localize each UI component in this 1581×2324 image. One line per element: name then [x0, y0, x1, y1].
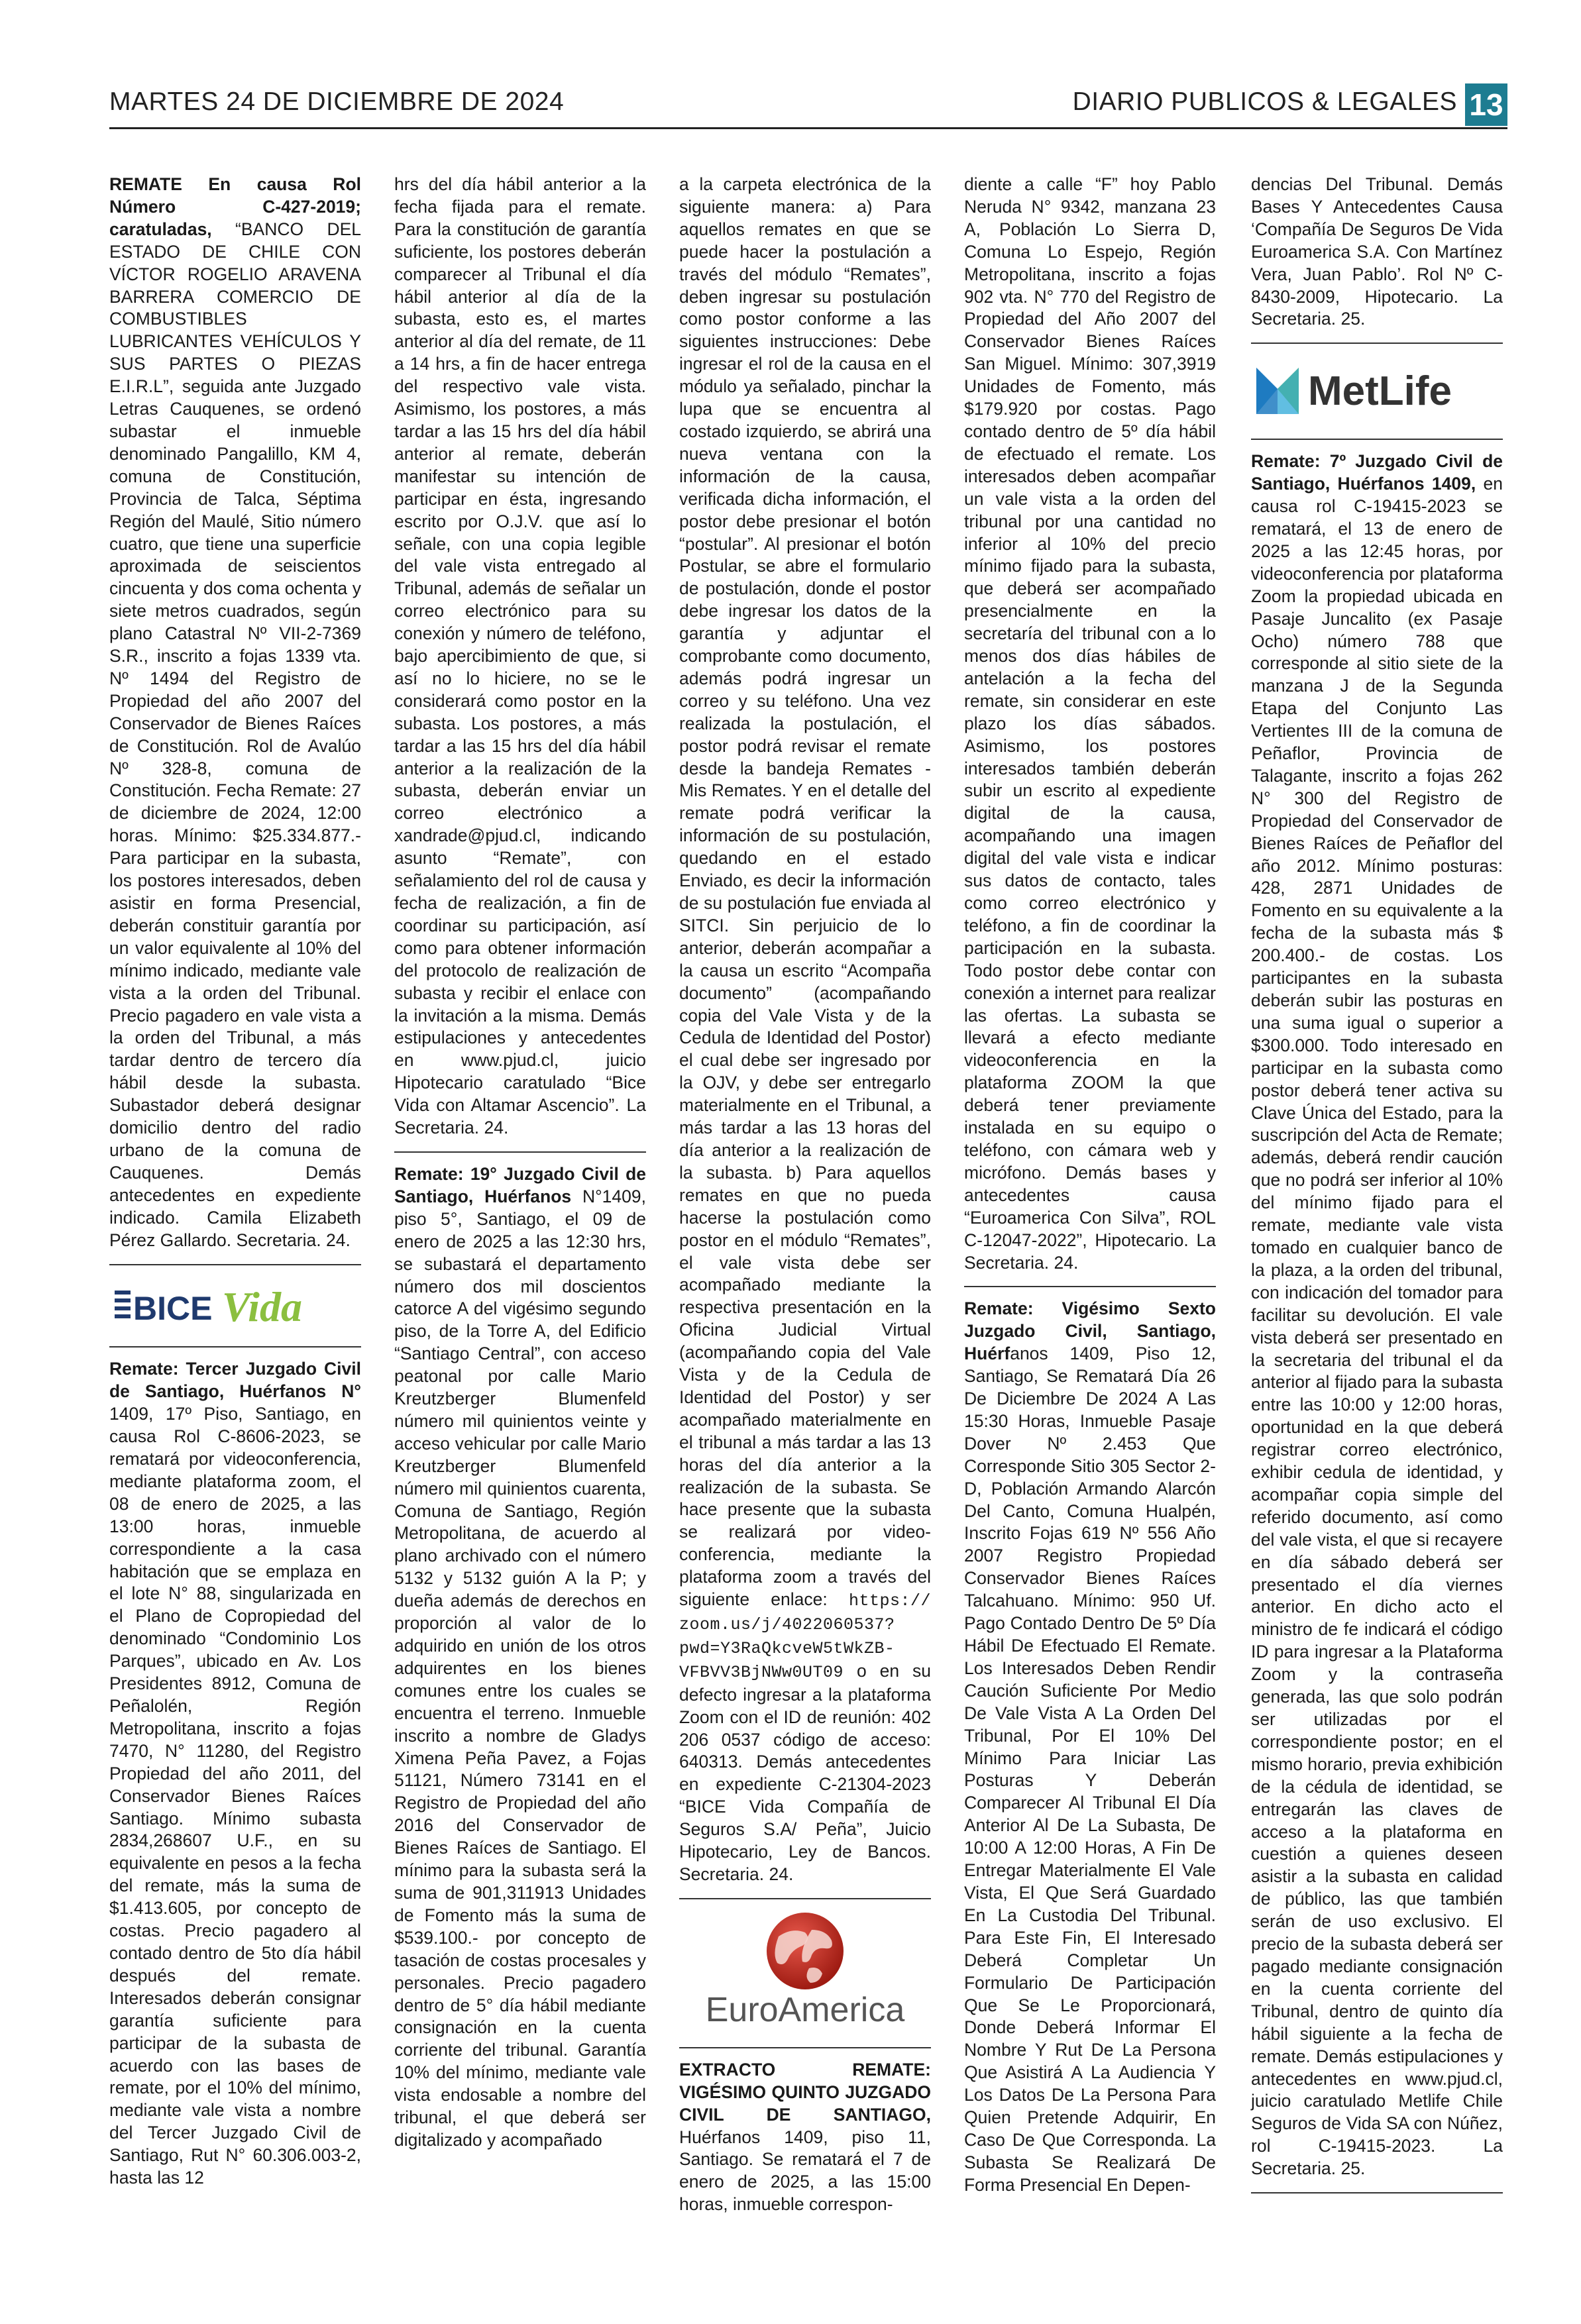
notice-divider	[1251, 343, 1503, 344]
notice-body: a la carpeta electrónica de la siguiente manera: a) Para aquellos remates en que se puede hacer la postulación a través del módulo “Remates”, deben ingresar su postulación como postor conforme a las siguientes instrucciones: Debe ingresar el rol de la causa en el módulo ya señalado, pinchar la lupa que se encuentra al costado izquierdo, se abrirá una nueva ventana con la información de la causa, verificada dicha información, el postor debe presionar el botón “postular”. Al presionar el botón Postular, se abre el formulario de postulación, donde el postor debe ingresar los datos de la garantía y adjuntar el comprobante como documento, además podrá ingresar un correo y su teléfono. Una vez realizada la postulación, el postor podrá revisar el remate desde la bandeja Remates - Mis Remates. Y en el detalle del remate podrá verificar la información de su postulación, quedando en el estado Enviado, es decir la información de su postulación fue enviada al SITCI. Sin perjuicio de lo anterior, deberán acompañar a la causa un escrito “Acompaña documento” (acompañando copia del Vale Vista y de la Cedula de Identidad del Postor) el cual debe ser ingresado por la OJV, y debe ser entregarlo materialmente en el Tribunal, a más tardar a las 13 horas del día anterior a la realización de la subasta. b) Para aquellos remates en que no pueda hacerse la postulación como postor en el módulo “Remates”, el vale vista debe ser acompañado mediante la respectiva presentación en la Oficina Judicial Virtual (acompañando copia del Vale Vista y de la Cedula de Identidad del Postor) y ser acompañado materialmente en el tribunal a más tardar a las 13 horas del día anterior a la realización de la subasta. Se hace presente que la subasta se realizará por video- conferencia, mediante la plataforma zoom a través del siguiente enlace:	[679, 174, 931, 1610]
notice-remate-tercer-juzgado	[109, 1358, 361, 2190]
publication-name: DIARIO PUBLICOS & LEGALES	[1072, 87, 1457, 116]
svg-text:Vida: Vida	[222, 1283, 302, 1329]
page-header	[109, 83, 1507, 127]
notice-body: “BANCO DEL ESTADO DE CHILE CON VÍCTOR ROGELIO ARAVENA BARRERA COMERCIO DE COMBUSTIBLES LUBRICANTES VEHÍCULOS Y SUS PARTES O PIEZAS E.I.R.L”, seguida ante Juzgado Letras Cauquenes, se ordenó subastar el inmueble denominado Pangalillo, KM 4, comuna de Constitución, Provincia de Talca, Séptima Región del Maulé, Sitio número cuatro, que tiene una superficie aproximada de seiscientos cincuenta y dos coma ochenta y siete metros cuadrados, según plano Catastral Nº VII-2-7369 S.R., inscrito a fojas 1339 vta. Nº 1494 del Registro de Propiedad del año 2007 del Conservador de Bienes Raíces de Constitución. Rol de Avalúo Nº 328-8, comuna de Constitución. Fecha Remate: 27 de diciembre de 2024, 12:00 horas. Mínimo: $25.334.877.- Para participar en la subasta, los postores interesados, deben asistir en forma Presencial, deberán constituir garantía por un valor equivalente al 10% del mínimo indicado, mediante vale vista a la orden del Tribunal. Precio pagadero en vale vista a la orden del Tribunal, a más tardar dentro de tercero día hábil desde la subasta. Subastador deberá designar domicilio dentro del radio urbano de la comuna de Cauquenes. Demás antecedentes en expediente indicado. Camila Elizabeth Pérez Gallardo. Secretaria. 24.	[109, 219, 361, 1250]
bice-vida-logo-image	[109, 1276, 361, 1329]
euroamerica-logo	[679, 1910, 931, 2035]
column-3	[679, 174, 931, 2216]
notice-body: 1409, 17º Piso, Santiago, en causa Rol C-8606-2023, se rematará por videoconferencia, mediante plataforma zoom, el 08 de enero de 2025, a las 13:00 horas, inmueble correspondiente a la casa habitación que se emplaza en el lote N° 88, singularizada en el Plano de Copropiedad del denominado “Condominio Los Parques”, ubicado en Av. Los Presidentes 8912, Comuna de Peñalolén, Región Metropolitana, inscrito a fojas 7470, N° 11280, del Registro Propiedad del año 2011, del Conservador Bienes Raíces Santiago. Mínimo subasta 2834,268607 U.F., en su equivalente en pesos a la fecha del remate, más la suma de $1.413.605, por concepto de costas. Precio pagadero al contado dentro de 5to día hábil después del remate. Interesados deberán consignar garantía suficiente para participar de la subasta de acuerdo con las bases de remate, por el 10% del mínimo, mediante vale vista a nombre del Tercer Juzgado Civil de Santiago, Rut N° 60.306.003-2, hasta las 12	[109, 1404, 361, 2188]
euroamerica-logo-image	[679, 1910, 931, 2029]
bice-vida-logo	[109, 1276, 361, 1335]
notice-remate-7-juzgado	[1251, 450, 1503, 2180]
column-5	[1251, 174, 1503, 2204]
header-rule	[109, 127, 1507, 129]
notice-continuation	[1251, 174, 1503, 331]
column-1	[109, 174, 361, 2190]
notice-lead: Remate: Vigésimo Sexto Juzgado Civil, Santiago, Huérf	[964, 1298, 1216, 1364]
notice-divider	[394, 1151, 646, 1153]
notice-divider	[964, 1286, 1216, 1287]
notice-lead: Remate: 19° Juzgado Civil de Santiago, Huérfanos	[394, 1163, 646, 1206]
notice-body: en causa rol C-19415-2023 se rematará, el 13 de enero de 2025 a las 12:45 horas, por videoconferencia por plataforma Zoom la propiedad ubicada en Pasaje Juncalito (ex Pasaje Ocho) número 788 que corresponde al sitio siete de la manzana J de la Segunda Etapa del Conjunto Las Vertientes III de la comuna de Peñaflor, Provincia de Talagante, inscrito a fojas 262 N° 300 del Registro de Propiedad del Conservador de Bienes Raíces de Peñaflor del año 2012. Mínimo posturas: 428, 2871 Unidades de Fomento en su equivalente a la fecha de la subasta más $ 200.400.- de costas. Los participantes en la subasta deberán subir las posturas en una suma igual o superior a $300.000. Todo interesado en participar en la subasta como postor deberá tener activa su Clave Única del Estado, para la suscripción del Acta de Remate; además, deberá rendir caución que no podrá ser inferior al 10% del mínimo fijado para el remate, mediante vale vista tomado en cualquier banco de la plaza, a la orden del tribunal, con indicación del tomador para facilitar su devolución. El vale vista deberá ser presentado en la secretaria del tribunal el da anterior al fijado para la subasta entre las 10:00 y 12:00 horas, oportunidad en la que deberá registrar correo electrónico, exhibir cedula de identidad, y acompañar copia simple del referido documento, así como del vale vista, el que si recayere en día sábado deberá ser presentado el día viernes anterior. En dicho acto el ministro de fe indicará el código ID para ingresar a la Plataforma Zoom y la contraseña generada, las que solo podrán ser utilizadas por el correspondiente postor; en el mismo horario, previa exhibición de la cédula de identidad, se entregarán las claves de acceso a la plataforma en cuestión a quienes deseen asistir a la subasta en calidad de público, las que también serán de uso exclusivo. El precio de la subasta deberá ser pagado mediante consignación en la cuenta corriente del Tribunal, dentro de quinto día hábil siguiente a la fecha de remate. Demás estipulaciones y antecedentes en www.pjud.cl, juicio caratulado Metlife Chile Seguros de Vida SA con Núñez, rol C-19415-2023. La Secretaria. 25.	[1251, 474, 1503, 2179]
notice-continuation	[394, 174, 646, 1139]
notice-remate-vigesimo-sexto	[964, 1298, 1216, 2196]
svg-text:MetLife: MetLife	[1308, 368, 1452, 415]
notice-body: dencias Del Tribunal. Demás Bases Y Antecedentes Causa ‘Compañía De Seguros De Vida Euroamerica S.A. Con Martínez Vera, Juan Pablo’. Rol Nº C-8430-2009, Hipotecario. La Secretaria. 25.	[1251, 174, 1503, 329]
metlife-logo	[1251, 354, 1503, 427]
notice-body: Huérfanos 1409, piso 11, Santiago. Se rematará el 7 de enero de 2025, a las 15:00 horas, inmueble correspon-	[679, 2127, 931, 2215]
notice-divider	[1251, 2192, 1503, 2193]
notice-remate-c427	[109, 174, 361, 1252]
notice-continuation	[679, 174, 931, 1886]
notice-divider	[109, 1346, 361, 1347]
svg-text:BICE: BICE	[133, 1289, 213, 1327]
metlife-logo-image	[1251, 354, 1503, 421]
notice-lead: Remate: Tercer Juzgado Civil de Santiago, Huérfanos N°	[109, 1359, 361, 1402]
notice-body: anos 1409, Piso 12, Santiago, Se Rematará Día 26 De Diciembre De 2024 A Las 15:30 Horas, Inmueble Pasaje Dover Nº 2.453 Que Corresponde Sitio 305 Sector 2-D, Población Armando Alarcón Del Canto, Comuna Hualpén, Inscrito Fojas 619 Nº 556 Año 2007 Registro Propiedad Conservador Bienes Raíces Talcahuano. Mínimo: 950 Uf. Pago Contado Dentro De 5º Día Hábil De Efectuado El Remate. Los Interesados Deben Rendir Caución Suficiente Por Medio De Vale Vista A La Orden Del Tribunal, Por El 10% Del Mínimo Para Iniciar Las Posturas Y Deberán Comparecer Al Tribunal El Día Anterior Al De La Subasta, De 10:00 A 12:00 Horas, A Fin De Entregar Materialmente El Vale Vista, El Que Será Guardado En La Custodia Del Tribunal. Para Este Fin, El Interesado Deberá Completar Un Formulario De Participación Que Se Le Proporcionará, Donde Deberá Informar El Nombre Y Rut De La Persona Que Asistirá A La Audiencia Y Los Datos De La Persona Para Quien Pretende Adquirir, En Caso De Que Corresponda. La Subasta Se Realizará De Forma Presencial En Depen-	[964, 1344, 1216, 2195]
notice-remate-19-juzgado	[394, 1163, 646, 2152]
notice-divider	[1251, 439, 1503, 440]
notice-extracto-remate	[679, 2059, 931, 2216]
notice-body: o en su defecto ingresar a la plataforma Zoom con el ID de reunión: 402 206 0537 código de acceso: 640313. Demás antecedentes en expediente C-21304-2023 “BICE Vida Compañía de Seguros S.A/ Peña”, Juicio Hipotecario, Ley de Bancos. Secretaria. 24.	[679, 1660, 931, 1884]
notice-body: N°1409, piso 5°, Santiago, el 09 de enero de 2025 a las 12:30 hrs, se subastará el departamento número dos mil doscientos catorce A del vigésimo segundo piso, de la Torre A, del Edificio “Santiago Central”, con acceso peatonal por calle Mario Kreutzberger Blumenfeld número mil quinientos veinte y acceso vehicular por calle Mario Kreutzberger Blumenfeld número mil quinientos cuarenta, Comuna de Santiago, Región Metropolitana, de acuerdo al plano archivado con el número 5132 y 5132 guión A la P; y dueña además de derechos en proporción al valor de lo adquirido en unión de los otros adquirentes en los bienes comunes entre los cuales se encuentra el terreno. Inmueble inscrito a nombre de Gladys Ximena Peña Pavez, a Fojas 51121, Número 73141 en el Registro de Propiedad del año 2016 del Conservador de Bienes Raíces de Santiago. El mínimo para la subasta será la suma de 901,311913 Unidades de Fomento más la suma de $539.100.- por concepto de tasación de costas procesales y personales. Precio pagadero dentro de 5° día hábil mediante consignación en la cuenta corriente del tribunal. Garantía 10% del mínimo, mediante vale vista endosable a nombre del tribunal, el que deberá ser digitalizado y acompañado	[394, 1186, 646, 2150]
notice-body: hrs del día hábil anterior a la fecha fijada para el remate. Para la constitución de garantía suficiente, los postores deberán comparecer al Tribunal el día hábil anterior al día de la subasta, esto es, el martes anterior al día del remate, de 11 a 14 hrs, a fin de hacer entrega del respectivo vale vista. Asimismo, los postores, a más tardar a las 15 hrs del día hábil anterior al remate, deberán manifestar su intención de participar en ésta, ingresando escrito por O.J.V. que así lo señale, con una copia legible del vale vista entregado al Tribunal, además de señalar un correo electrónico para su conexión y número de teléfono, bajo apercibimiento de que, si así no lo hiciere, no se le considerará como postor en la subasta. Los postores, a más tardar a las 15 hrs del día hábil anterior a la realización de la subasta, deberán enviar un correo electrónico a xandrade@pjud.cl, indicando asunto “Remate”, con señalamiento del rol de causa y fecha de realización, a fin de coordinar su participación, así como para obtener información del protocolo de realización de subasta y recibir el enlace con la invitación a la misma. Demás estipulaciones y antecedentes en www.pjud.cl, juicio Hipotecario caratulado “Bice Vida con Altamar Ascencio”. La Secretaria. 24.	[394, 174, 646, 1138]
notice-divider	[109, 1264, 361, 1265]
issue-date: MARTES 24 DE DICIEMBRE DE 2024	[109, 87, 565, 116]
column-2	[394, 174, 646, 2152]
page-number-badge: 13	[1465, 83, 1507, 126]
column-4	[964, 174, 1216, 2197]
notice-continuation	[964, 174, 1216, 1274]
notice-lead: REMATE En causa Rol Número C-427-2019; caratuladas,	[109, 174, 361, 239]
notice-divider	[679, 1898, 931, 1899]
notice-divider	[679, 2047, 931, 2048]
svg-text:EuroAmerica: EuroAmerica	[705, 1990, 905, 2029]
notice-lead: EXTRACTO REMATE: VIGÉSIMO QUINTO JUZGADO CIVIL DE SANTIAGO,	[679, 2059, 931, 2125]
notice-body: diente a calle “F” hoy Pablo Neruda N° 9342, manzana 23 A, Población Lo Sierra D, Comuna Lo Espejo, Región Metropolitana, inscrito a fojas 902 vta. N° 770 del Registro de Propiedad del Año 2007 del Conservador Bienes Raíces San Miguel. Mínimo: 307,3919 Unidades de Fomento, más $179.920 por costas. Pago contado dentro de 5º día hábil de efectuado el remate. Los interesados deben acompañar un vale vista a la orden del tribunal por una cantidad no inferior al 10% del precio mínimo fijado para la subasta, que deberá ser acompañado presencialmente en la secretaría del tribunal con a lo menos dos días hábiles de antelación a la fecha del remate, sin considerar en este plazo los días sábados. Asimismo, los postores interesados también deberán subir un escrito al expediente digital de la causa, acompañando una imagen digital del vale vista e indicar sus datos de contacto, tales como correo electrónico y teléfono, a fin de coordinar la participación en la subasta. Todo postor debe contar con conexión a internet para realizar las ofertas. La subasta se llevará a efecto mediante videoconferencia en la plataforma ZOOM la que deberá tener previamente instalada en su equipo o teléfono, con cámara web y micrófono. Demás bases y antecedentes causa “Euroamerica Con Silva”, ROL C-12047-2022”, Hipotecario. La Secretaria. 24.	[964, 174, 1216, 1273]
notice-lead: Remate: 7º Juzgado Civil de Santiago, Huérfanos 1409,	[1251, 451, 1503, 494]
zoom-link[interactable]: https:// zoom.us/j/4022060537? pwd=Y3RaQkcveW5tWkZB-VFBVV3BjNWw0UT09	[679, 1591, 931, 1682]
